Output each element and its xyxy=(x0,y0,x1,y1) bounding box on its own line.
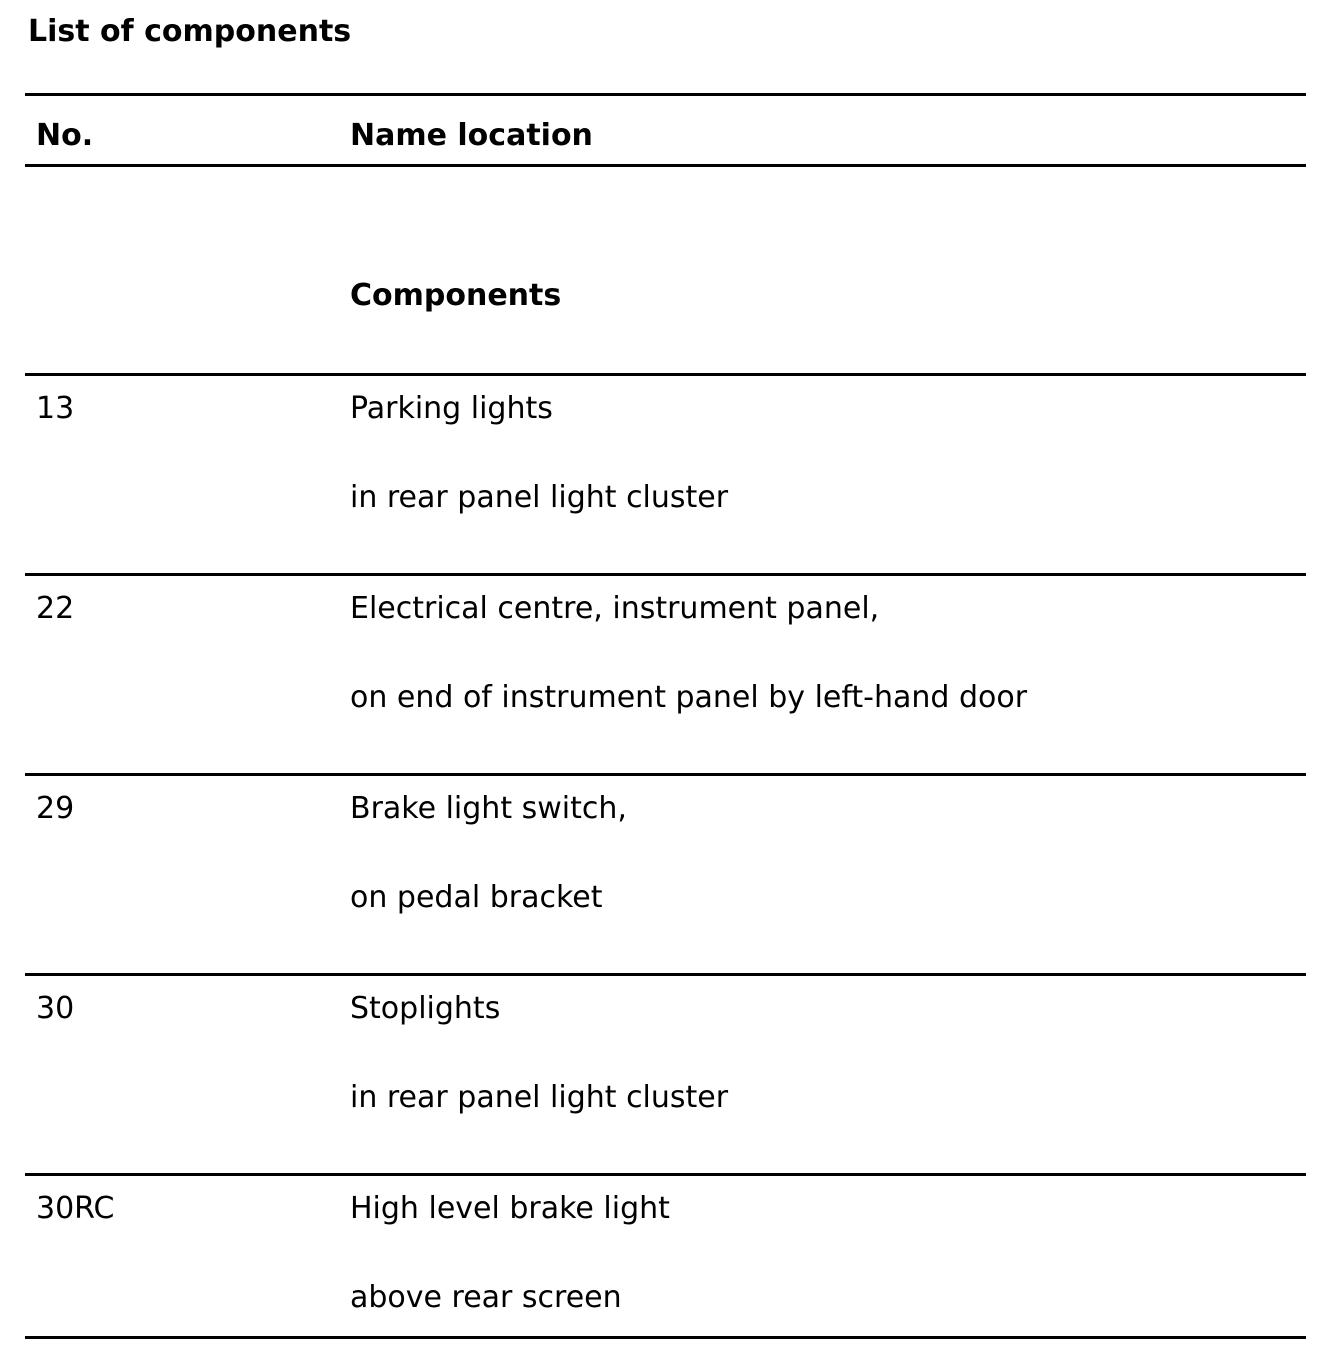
table-row xyxy=(25,976,1306,1173)
document-title: List of components xyxy=(28,14,352,49)
table-bottom-rule xyxy=(25,1336,1306,1339)
component-number: 29 xyxy=(36,791,75,826)
component-location: in rear panel light cluster xyxy=(350,480,729,515)
component-location: on pedal bracket xyxy=(350,880,603,915)
component-name: Stoplights xyxy=(350,991,501,1026)
table-row xyxy=(25,1176,1306,1336)
table-header-row xyxy=(25,96,1306,164)
component-name: High level brake light xyxy=(350,1191,670,1226)
component-location: in rear panel light cluster xyxy=(350,1080,729,1115)
components-table xyxy=(25,93,1306,1339)
component-name: Brake light switch, xyxy=(350,791,627,826)
component-number: 30RC xyxy=(36,1191,115,1226)
section-heading: Components xyxy=(350,278,562,313)
table-row xyxy=(25,776,1306,973)
component-name: Parking lights xyxy=(350,391,553,426)
section-row xyxy=(25,167,1306,373)
component-number: 22 xyxy=(36,591,75,626)
header-no: No. xyxy=(36,118,94,153)
table-row xyxy=(25,376,1306,573)
table-row xyxy=(25,576,1306,773)
component-location: above rear screen xyxy=(350,1280,622,1315)
component-location: on end of instrument panel by left-hand door xyxy=(350,680,1028,715)
header-name-location: Name location xyxy=(350,118,593,153)
component-name: Electrical centre, instrument panel, xyxy=(350,591,880,626)
component-number: 13 xyxy=(36,391,75,426)
component-number: 30 xyxy=(36,991,75,1026)
